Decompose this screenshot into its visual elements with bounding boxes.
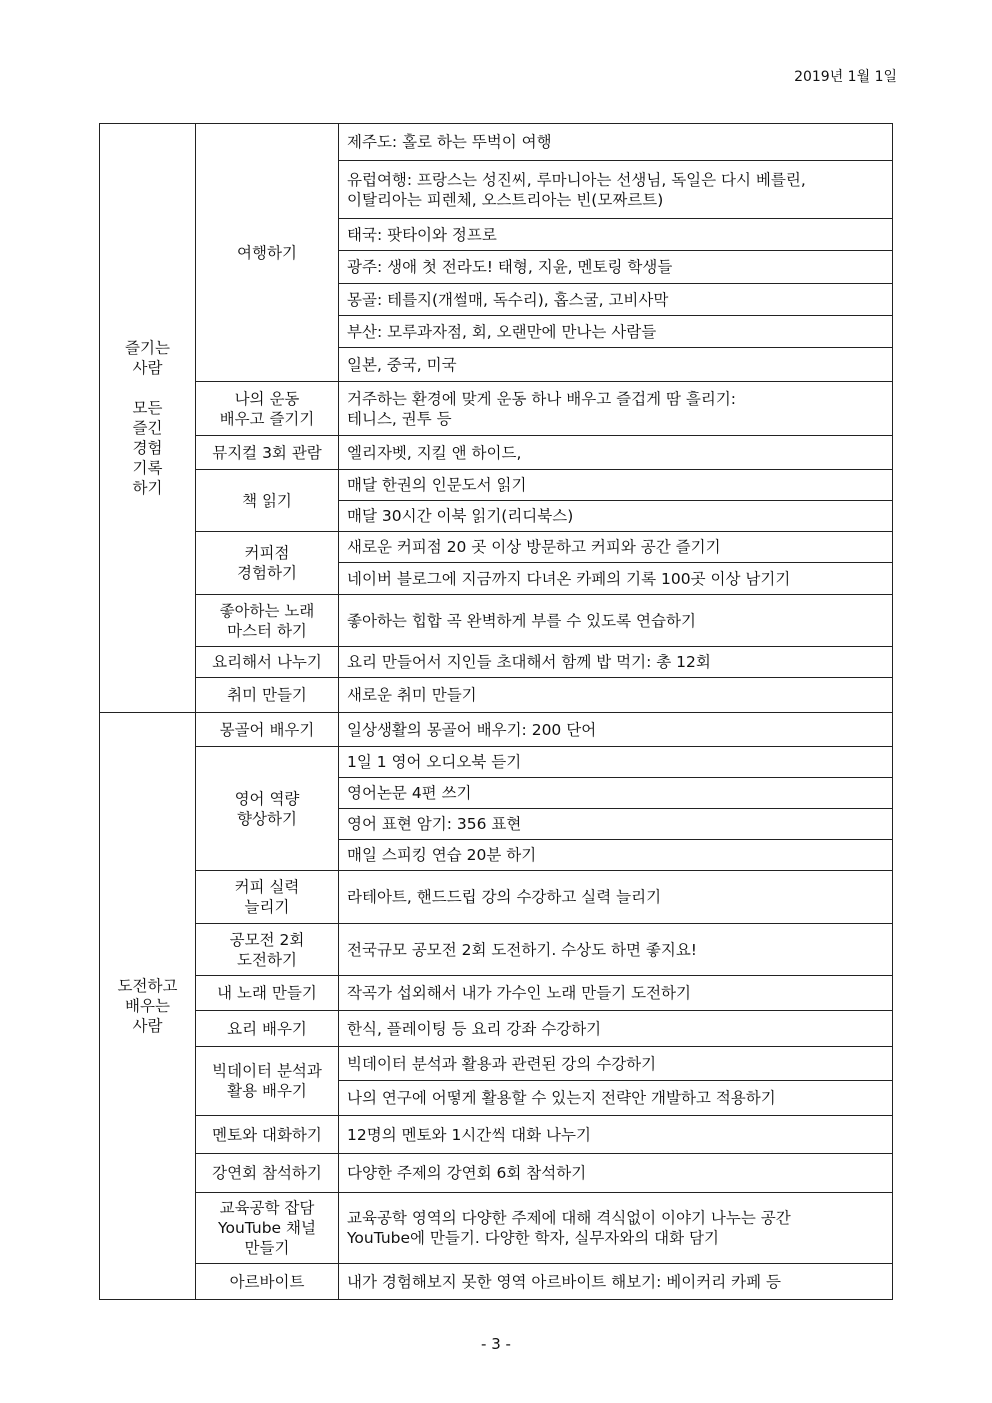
table-row bbox=[100, 713, 893, 747]
goal-item: 거주하는 환경에 맞게 운동 하나 배우고 즐겁게 땀 흘리기: 테니스, 권투 등 bbox=[339, 382, 893, 436]
goal-item: 일본, 중국, 미국 bbox=[339, 348, 893, 382]
goal-item: 유럽여행: 프랑스는 성진씨, 루마니아는 선생님, 독일은 다시 베를린, 이탈리아는 피렌체, 오스트리아는 빈(모짜르트) bbox=[339, 161, 893, 219]
table-row bbox=[100, 436, 893, 470]
goal-category: 내 노래 만들기 bbox=[196, 976, 339, 1011]
table-row bbox=[100, 1047, 893, 1081]
goal-item: 네이버 블로그에 지금까지 다녀온 카페의 기록 100곳 이상 남기기 bbox=[339, 563, 893, 595]
goal-item: 일상생활의 몽골어 배우기: 200 단어 bbox=[339, 713, 893, 747]
table-row bbox=[100, 532, 893, 563]
goal-item: 좋아하는 힙합 곡 완벽하게 부를 수 있도록 연습하기 bbox=[339, 595, 893, 647]
document-date: 2019년 1월 1일 bbox=[794, 69, 897, 85]
section-label: 도전하고 배우는 사람 bbox=[100, 713, 196, 1300]
table-row bbox=[100, 1154, 893, 1193]
goal-item: 부산: 모루과자점, 회, 오랜만에 만나는 사람들 bbox=[339, 316, 893, 348]
goal-category: 좋아하는 노래 마스터 하기 bbox=[196, 595, 339, 647]
table-row bbox=[100, 595, 893, 647]
goal-item: 빅데이터 분석과 활용과 관련된 강의 수강하기 bbox=[339, 1047, 893, 1081]
table-row bbox=[100, 382, 893, 436]
goal-item: 매일 스피킹 연습 20분 하기 bbox=[339, 840, 893, 871]
section-label: 즐기는 사람 모든 즐긴 경험 기록 하기 bbox=[100, 124, 196, 713]
goal-category: 책 읽기 bbox=[196, 470, 339, 532]
goal-category: 교육공학 잡담 YouTube 채널 만들기 bbox=[196, 1193, 339, 1264]
table-row bbox=[100, 678, 893, 713]
goal-item: 새로운 커피점 20 곳 이상 방문하고 커피와 공간 즐기기 bbox=[339, 532, 893, 563]
goal-category: 강연회 참석하기 bbox=[196, 1154, 339, 1193]
goal-item: 새로운 취미 만들기 bbox=[339, 678, 893, 713]
goal-item: 광주: 생애 첫 전라도! 태형, 지윤, 멘토링 학생들 bbox=[339, 251, 893, 284]
goals-table bbox=[99, 123, 893, 1300]
table-row bbox=[100, 1193, 893, 1264]
goal-item: 작곡가 섭외해서 내가 가수인 노래 만들기 도전하기 bbox=[339, 976, 893, 1011]
goal-category: 몽골어 배우기 bbox=[196, 713, 339, 747]
goal-item: 영어 표현 암기: 356 표현 bbox=[339, 809, 893, 840]
goal-item: 내가 경험해보지 못한 영역 아르바이트 해보기: 베이커리 카페 등 bbox=[339, 1264, 893, 1300]
table-row bbox=[100, 124, 893, 161]
goal-item: 라테아트, 핸드드립 강의 수강하고 실력 늘리기 bbox=[339, 871, 893, 924]
goal-item: 제주도: 홀로 하는 뚜벅이 여행 bbox=[339, 124, 893, 161]
goal-item: 영어논문 4편 쓰기 bbox=[339, 778, 893, 809]
goal-category: 아르바이트 bbox=[196, 1264, 339, 1300]
goal-item: 다양한 주제의 강연회 6회 참석하기 bbox=[339, 1154, 893, 1193]
goal-category: 커피점 경험하기 bbox=[196, 532, 339, 595]
table-row bbox=[100, 871, 893, 924]
goal-category: 나의 운동 배우고 즐기기 bbox=[196, 382, 339, 436]
goal-item: 12명의 멘토와 1시간씩 대화 나누기 bbox=[339, 1116, 893, 1154]
table-row bbox=[100, 470, 893, 501]
goal-category: 커피 실력 늘리기 bbox=[196, 871, 339, 924]
table-row bbox=[100, 1116, 893, 1154]
goal-category: 영어 역량 향상하기 bbox=[196, 747, 339, 871]
table-row bbox=[100, 1264, 893, 1300]
goal-category: 취미 만들기 bbox=[196, 678, 339, 713]
goal-category: 멘토와 대화하기 bbox=[196, 1116, 339, 1154]
goal-item: 몽골: 테를지(개썰매, 독수리), 홉스굴, 고비사막 bbox=[339, 284, 893, 316]
table-row bbox=[100, 924, 893, 976]
goal-category: 여행하기 bbox=[196, 124, 339, 382]
goal-item: 매달 30시간 이북 읽기(리디북스) bbox=[339, 501, 893, 532]
goal-category: 요리 배우기 bbox=[196, 1011, 339, 1047]
goal-item: 1일 1 영어 오디오북 듣기 bbox=[339, 747, 893, 778]
goal-item: 엘리자벳, 지킬 앤 하이드, bbox=[339, 436, 893, 470]
goal-item: 나의 연구에 어떻게 활용할 수 있는지 전략안 개발하고 적용하기 bbox=[339, 1081, 893, 1116]
goal-item: 매달 한권의 인문도서 읽기 bbox=[339, 470, 893, 501]
goal-category: 요리해서 나누기 bbox=[196, 647, 339, 678]
table-row bbox=[100, 747, 893, 778]
page-number: - 3 - bbox=[481, 1335, 511, 1353]
table-row bbox=[100, 976, 893, 1011]
goal-category: 공모전 2회 도전하기 bbox=[196, 924, 339, 976]
goal-category: 빅데이터 분석과 활용 배우기 bbox=[196, 1047, 339, 1116]
goal-item: 요리 만들어서 지인들 초대해서 함께 밥 먹기: 총 12회 bbox=[339, 647, 893, 678]
goal-item: 교육공학 영역의 다양한 주제에 대해 격식없이 이야기 나누는 공간 YouTube에 만들기. 다양한 학자, 실무자와의 대화 담기 bbox=[339, 1193, 893, 1264]
goal-item: 한식, 플레이팅 등 요리 강좌 수강하기 bbox=[339, 1011, 893, 1047]
goal-item: 전국규모 공모전 2회 도전하기. 수상도 하면 좋지요! bbox=[339, 924, 893, 976]
goal-item: 태국: 팟타이와 정프로 bbox=[339, 219, 893, 251]
table-row bbox=[100, 647, 893, 678]
table-row bbox=[100, 1011, 893, 1047]
goal-category: 뮤지컬 3회 관람 bbox=[196, 436, 339, 470]
